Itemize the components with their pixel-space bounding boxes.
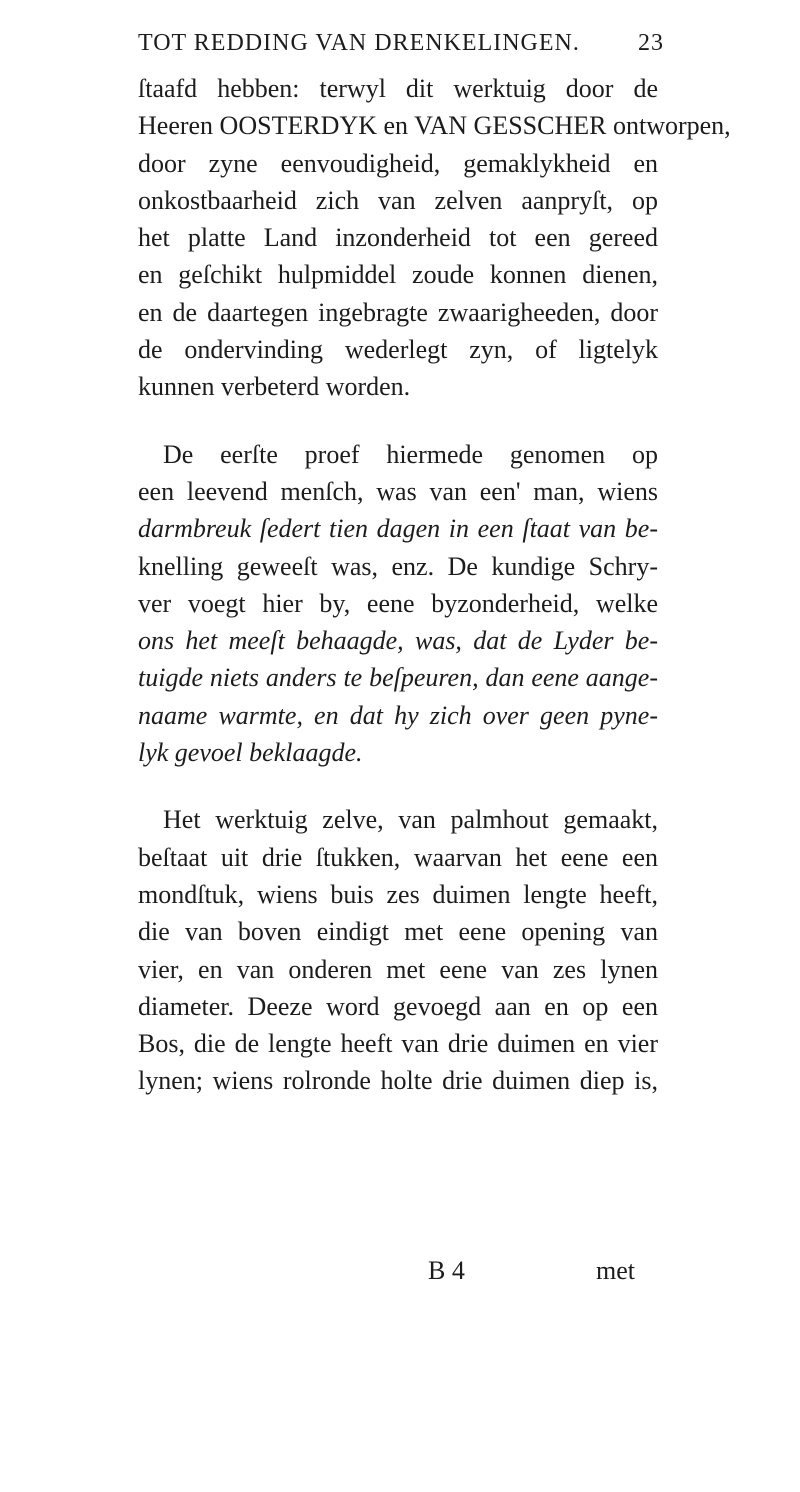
text-line: ver voegt hier by, eene byzonderheid, welke [138,588,658,618]
text-line: en de daartegen ingebragte zwaarigheeden, door [138,297,658,327]
text-line: een leevend menſch, was van een' man, wiens [138,476,658,506]
catchword: met [596,1256,635,1285]
text-line: de ondervinding wederlegt zyn, of ligtelyk [138,335,658,365]
text-line: ons het meeſt behaagde, was, dat de Lyder be- [138,626,658,656]
text-line: De eerſte proef hiermede genomen op [163,439,658,469]
body-text [138,70,731,1100]
text-line: ſtaafd hebben: terwyl dit werktuig door de [138,74,658,103]
text-line: en geſchikt hulpmiddel zoude konnen dienen, [138,260,658,290]
text-line: tuigde niets anders te beſpeuren, dan eene aange- [138,663,658,693]
text-line: diameter. Deeze word gevoegd aan en op een [138,991,658,1021]
text-line: beſtaat uit drie ſtukken, waarvan het eene een [138,842,658,872]
text-line: naame warmte, en dat hy zich over geen pyne- [138,700,658,730]
text-line: Het werktuig zelve, van palmhout gemaakt, [163,805,658,835]
text-line: Bos, die de lengte heeft van drie duimen en vier [138,1029,658,1059]
paragraph-gap [138,406,658,436]
text-line: darmbreuk ſedert tien dagen in een ſtaat van be- [138,514,658,544]
text-line: lyk gevoel beklaagde. [138,738,363,768]
text-line: Heeren OOSTERDYK en VAN GESSCHER ontworpen, [138,111,731,141]
page-footer [138,1256,658,1296]
paragraph-gap [138,771,658,801]
text-line: het platte Land inzonderheid tot een gereed [138,223,658,253]
running-head [138,30,664,70]
text-line: die van boven eindigt met eene opening van [138,917,658,947]
page-number: 23 [638,30,664,56]
text-line: knelling geweeſt was, enz. De kundige Schry- [138,551,658,581]
text-line: onkostbaarheid zich van zelven aanpryſt, op [138,185,658,215]
text-line: vier, en van onderen met eene van zes lynen [138,954,658,984]
signature-mark: B 4 [428,1256,465,1285]
text-line: lynen; wiens rolronde holte drie duimen diep is, [138,1066,658,1096]
running-title: TOT REDDING VAN DRENKELINGEN. [138,30,580,56]
text-line: kunnen verbeterd worden. [138,372,411,402]
text-line: mondſtuk, wiens buis zes duimen lengte heeft, [138,879,658,909]
text-line: door zyne eenvoudigheid, gemaklykheid en [138,148,658,178]
